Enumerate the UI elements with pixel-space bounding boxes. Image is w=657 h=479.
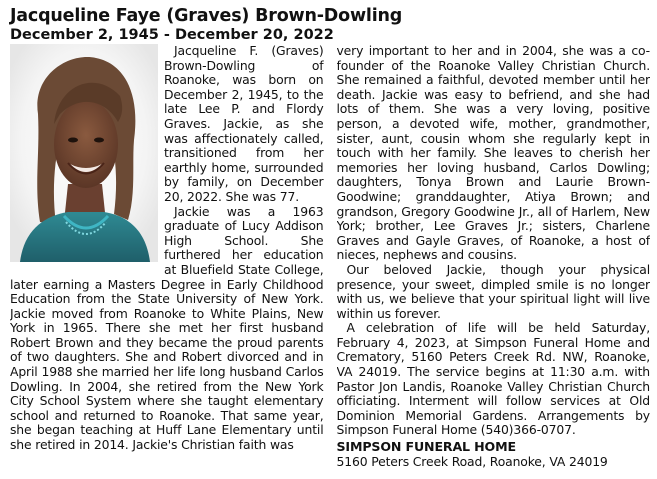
obituary-body — [10, 44, 650, 476]
funeral-home-address: 5160 Peters Creek Road, Roanoke, VA 24019 — [336, 454, 608, 470]
funeral-home-name: SIMPSON FUNERAL HOME — [336, 439, 516, 455]
portrait-photo — [10, 44, 158, 262]
obituary-name: Jacqueline Faye (Graves) Brown-Dowling — [10, 6, 403, 26]
paragraph-birth: Jacqueline F. (Graves) Brown-Dowling of Roanoke, was born on December 2, 1945, to the late Lee P. and Flordy Graves. Jackie, as she was affectionately called, transitioned from her earthly home, surrounded by family, on December 20, 2022. She was 77. — [164, 44, 324, 204]
paragraph-faith: very important to her and in 2004, she was a co-founder of the Roanoke Valley Christian Church. She remained a faithful, devoted member until her death. Jackie was easy to befriend, and she had lots of them. She was a very loving, positive person, a devoted wife, mother, grandmother, sister, aunt, cousin whom she regularly kept in touch with her family. She leaves to cherish her memories her loving husband, Carlos Dowling; daughters, Tonya Brown and Laurie Brown-Goodwine; granddaughter, Atiya Brown; and grandson, Gregory Goodwine Jr., all of Harlem, New York; brother, Lee Graves Jr.; sisters, Charlene Graves and Gayle Graves, of Roanoke, a host of nieces, nephews and cousins. — [336, 44, 650, 263]
paragraph-education: Jackie was a 1963 graduate of Lucy Addison High School. She furthered her education at Bluefield State College, later earning a Masters Degree in Early Childhood Education from the State University of New York. Jackie moved from Roanoke to White Plains, New York in 1965. There she met her first husband Robert Brown and they became the proud parents of two daughters. She and Robert divorced and in April 1988 she married her life long husband Carlos Dowling. In 2004, she retired from the New York City School System where she taught elementary school and returned to Roanoke. That same year, she began teaching at Huff Lane Elementary until she retired in 2014. Jackie's Christian faith was — [10, 203, 324, 453]
paragraph-tribute: Our beloved Jackie, though your physical presence, your sweet, dimpled smile is no longer with us, we believe that your spiritual light will live within us forever. — [336, 261, 650, 321]
paragraph-service: A celebration of life will be held Saturday, February 4, 2023, at Simpson Funeral Home and Crematory, 5160 Peters Creek Rd. NW, Roanoke, VA 24019. The service begins at 11:30 a.m. with Pastor Jon Landis, Roanoke Valley Christian Church officiating. Interment will follow services at Old Dominion Memorial Gardens. Arrangements by Simpson Funeral Home (540)366-0707. — [336, 320, 650, 438]
left-column — [10, 44, 324, 476]
obituary-dates: December 2, 1945 - December 20, 2022 — [10, 27, 334, 43]
right-column — [337, 44, 651, 476]
